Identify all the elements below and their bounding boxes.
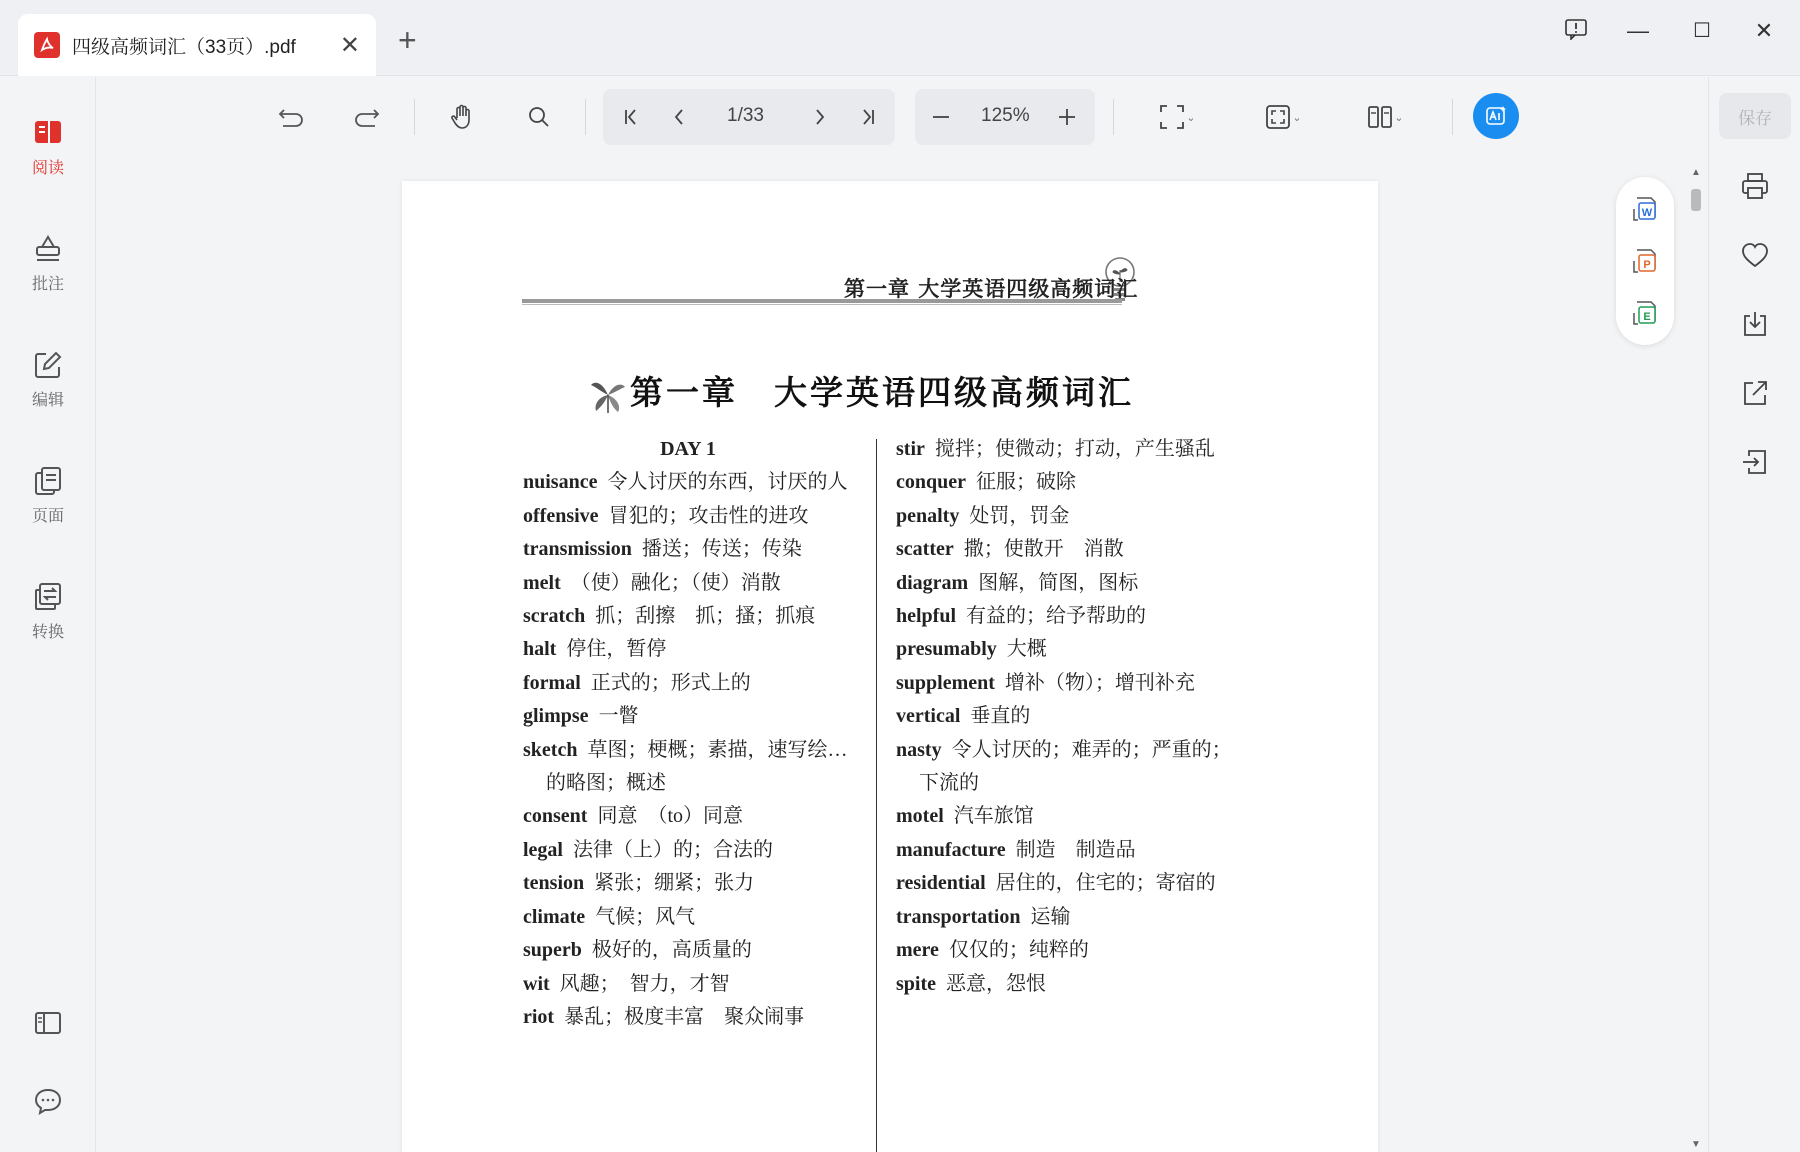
vocab-definition: 紧张；绷紧；张力 — [594, 872, 755, 895]
convert-icon — [32, 581, 64, 613]
vocab-entry — [896, 567, 1236, 600]
next-page-button[interactable] — [802, 99, 838, 135]
vocab-word: glimpse — [523, 705, 589, 728]
conversion-float-panel — [1616, 177, 1674, 345]
sidebar-item-label: 编辑 — [31, 392, 64, 409]
close-window-button[interactable]: ✕ — [1754, 18, 1774, 43]
vocab-word: superb — [523, 939, 582, 962]
day-heading: DAY 1 — [660, 438, 716, 460]
vocab-word: formal — [523, 671, 581, 694]
favorite-icon[interactable] — [1739, 239, 1771, 271]
sidebar-item-label: 批注 — [31, 276, 64, 293]
last-page-icon — [858, 107, 878, 127]
toolbar-separator — [1113, 99, 1114, 135]
fit-page-icon — [1158, 103, 1186, 131]
redo-button[interactable] — [349, 99, 385, 135]
vocab-entry — [523, 734, 853, 801]
save-button[interactable]: 保存 — [1719, 93, 1791, 139]
plus-icon — [1056, 106, 1078, 128]
vocab-entry — [896, 734, 1236, 801]
export-icon[interactable] — [1739, 446, 1771, 478]
vocab-definition: 居住的，住宅的；寄宿的 — [995, 872, 1216, 895]
vocab-word: diagram — [896, 571, 969, 594]
vocab-word: nasty — [896, 738, 942, 761]
right-sidebar — [1708, 77, 1800, 1152]
scroll-thumb[interactable] — [1691, 189, 1701, 211]
vocab-entry — [896, 500, 1236, 533]
hand-tool-button[interactable] — [445, 99, 481, 135]
undo-button[interactable] — [273, 99, 309, 135]
vocab-definition: 风趣； 智力，才智 — [559, 972, 730, 995]
vocab-definition: 图解，简图，图标 — [978, 571, 1139, 594]
leaf-icon — [588, 375, 628, 415]
vocab-definition: 搅拌；使微动；打动，产生骚乱 — [934, 438, 1215, 460]
vocab-definition: 冒犯的；攻击性的进攻 — [608, 504, 809, 527]
column-divider — [876, 439, 877, 1152]
scroll-up-arrow[interactable]: ▲ — [1691, 167, 1701, 178]
pages-icon — [32, 465, 64, 497]
new-tab-button[interactable]: + — [398, 22, 417, 58]
convert-word-icon[interactable] — [1631, 195, 1659, 223]
vocab-entry — [523, 1001, 853, 1034]
vocab-word: riot — [523, 1005, 555, 1028]
vocab-definition: 大概 — [1006, 638, 1047, 661]
vocab-word: supplement — [896, 671, 995, 694]
vocab-definition: 垂直的 — [970, 705, 1031, 728]
vocab-definition: 增补（物）；增刊补充 — [1004, 671, 1195, 694]
vocab-definition: 同意 （to）同意 — [597, 805, 744, 828]
vocab-word: stir — [896, 438, 925, 460]
vocab-entry — [523, 968, 853, 1001]
vocab-word: tension — [523, 872, 585, 895]
svg-text:E: E — [1643, 311, 1651, 323]
page-navigation-group — [603, 89, 895, 145]
vocab-entry — [523, 700, 853, 733]
zoom-group — [915, 89, 1095, 145]
vocab-entry — [896, 934, 1236, 967]
vocab-definition: 有益的；给予帮助的 — [966, 605, 1147, 628]
maximize-button[interactable]: ☐ — [1693, 20, 1711, 42]
vocab-definition: 一瞥 — [598, 705, 639, 728]
vocab-entry — [523, 834, 853, 867]
svg-text:P: P — [1643, 259, 1651, 271]
toolbar-separator — [414, 99, 415, 135]
vocab-entry — [896, 600, 1236, 633]
undo-icon — [277, 107, 305, 127]
vocab-definition: 暴乱；极度丰富 聚众闹事 — [564, 1005, 805, 1028]
read-icon — [32, 117, 64, 149]
vocab-word: residential — [896, 872, 986, 895]
share-icon[interactable] — [1739, 377, 1771, 409]
redo-icon — [353, 107, 381, 127]
vocab-definition: （使）融化；（使）消散 — [570, 571, 781, 594]
vocab-word: sketch — [523, 738, 578, 761]
header-rule — [522, 304, 1122, 305]
search-button[interactable] — [521, 99, 557, 135]
vocab-word: penalty — [896, 504, 960, 527]
first-page-icon — [621, 107, 641, 127]
vocab-word: climate — [523, 905, 586, 928]
vocab-entry — [523, 800, 853, 833]
vocab-definition: 处罚，罚金 — [969, 504, 1070, 527]
first-page-button[interactable] — [613, 99, 649, 135]
fullscreen-button[interactable] — [1251, 99, 1315, 135]
vocab-entry — [523, 533, 853, 566]
fullscreen-icon — [1264, 103, 1292, 131]
pdf-page — [402, 181, 1378, 1152]
vocab-definition: 法律（上）的；合法的 — [573, 838, 773, 861]
minimize-button[interactable]: — — [1627, 18, 1649, 43]
vocab-word: consent — [523, 805, 588, 828]
toolbar-separator — [1452, 99, 1453, 135]
vocab-definition: 抓；刮擦 抓；搔；抓痕 — [595, 605, 816, 628]
sidebar-item-edit[interactable] — [0, 349, 96, 410]
search-icon — [527, 105, 551, 129]
vocab-entry — [896, 968, 1236, 1001]
left-sidebar — [0, 77, 96, 1152]
vocab-entry — [523, 466, 853, 499]
vocab-word: transportation — [896, 905, 1021, 928]
hand-icon — [449, 103, 477, 131]
annotate-icon — [32, 233, 64, 265]
sidebar-panel-toggle[interactable] — [0, 1007, 96, 1039]
vocab-entry — [523, 500, 853, 533]
sidebar-item-label: 阅读 — [31, 160, 64, 177]
vocab-entry — [896, 800, 1236, 833]
vocab-word: melt — [523, 571, 561, 594]
toolbar — [97, 77, 1707, 157]
vocab-word: mere — [896, 939, 939, 962]
chevron-right-icon — [810, 107, 830, 127]
zoom-level[interactable]: 125% — [981, 105, 1030, 126]
vocab-word: spite — [896, 972, 936, 995]
feedback-icon[interactable] — [1556, 18, 1596, 46]
pdf-file-icon — [34, 32, 60, 58]
vocab-definition: 令人讨厌的；难弄的；严重的；下流的 — [919, 738, 1232, 795]
vocab-column-right — [896, 433, 1236, 1001]
sidebar-item-convert[interactable] — [0, 581, 96, 642]
vocab-entry — [523, 667, 853, 700]
sidebar-item-label: 转换 — [31, 624, 64, 641]
ai-assistant-button[interactable] — [1473, 93, 1519, 139]
chapter-title — [588, 367, 1134, 415]
page-layout-button[interactable] — [1353, 99, 1417, 135]
fit-width-button[interactable] — [1145, 99, 1209, 135]
sidebar-item-label: 页面 — [31, 508, 64, 525]
ai-icon — [1484, 104, 1508, 128]
vocab-entry — [896, 633, 1236, 666]
vocab-definition: 撒；使散开 消散 — [963, 538, 1124, 561]
vocab-definition: 令人讨厌的东西，讨厌的人 — [607, 471, 848, 494]
vocab-entry — [523, 867, 853, 900]
vocab-column-left — [523, 433, 853, 1034]
chapter-title-text: 第一章 大学英语四级高频词汇 — [630, 373, 1134, 412]
chevron-down-icon: ⌄ — [1394, 111, 1404, 124]
two-page-icon — [1366, 103, 1394, 131]
sidebar-item-annotate[interactable] — [0, 233, 96, 294]
vocab-entry — [896, 466, 1236, 499]
vocab-entry — [523, 567, 853, 600]
vocab-definition: 汽车旅馆 — [953, 805, 1034, 828]
vocab-word: vertical — [896, 705, 961, 728]
vocab-entry — [896, 700, 1236, 733]
vocab-word: scratch — [523, 605, 586, 628]
comment-icon — [32, 1085, 64, 1117]
vocab-definition: 恶意，怨恨 — [946, 972, 1046, 995]
vocab-definition: 仅仅的；纯粹的 — [948, 939, 1089, 962]
comment-button[interactable] — [0, 1085, 96, 1117]
vocab-entry — [896, 533, 1236, 566]
vocab-entry — [896, 901, 1236, 934]
page-indicator[interactable]: 1/33 — [727, 105, 764, 126]
vocab-definition: 征服；破除 — [976, 471, 1076, 494]
title-bar — [0, 0, 1800, 76]
convert-excel-icon[interactable] — [1631, 299, 1659, 327]
edit-icon — [32, 349, 64, 381]
print-icon[interactable] — [1739, 170, 1771, 202]
vocab-entry — [523, 901, 853, 934]
vocab-word: motel — [896, 805, 944, 828]
vocab-definition: 气候；风气 — [595, 905, 696, 928]
scroll-down-arrow[interactable]: ▼ — [1691, 1139, 1701, 1150]
toolbar-separator — [585, 99, 586, 135]
last-page-button[interactable] — [850, 99, 886, 135]
minus-icon — [930, 106, 952, 128]
download-icon[interactable] — [1739, 308, 1771, 340]
zoom-in-button[interactable] — [1049, 99, 1085, 135]
vocab-word: nuisance — [523, 471, 598, 494]
close-tab-icon[interactable]: ✕ — [339, 31, 360, 59]
vocab-word: transmission — [523, 538, 632, 561]
sidebar-item-read[interactable] — [0, 117, 96, 178]
zoom-out-button[interactable] — [923, 99, 959, 135]
vocab-definition: 停住，暂停 — [566, 638, 667, 661]
vocab-word: manufacture — [896, 838, 1006, 861]
svg-text:W: W — [1641, 207, 1653, 219]
vocab-entry — [896, 867, 1236, 900]
sidebar-panel-icon — [32, 1007, 64, 1039]
vocab-entry — [896, 667, 1236, 700]
vocab-word: conquer — [896, 471, 966, 494]
vocab-word: halt — [523, 638, 557, 661]
vocab-word: legal — [523, 838, 563, 861]
vocab-entry — [523, 600, 853, 633]
chevron-down-icon: ⌄ — [1186, 111, 1196, 124]
vocab-word: helpful — [896, 605, 957, 628]
sidebar-item-pages[interactable] — [0, 465, 96, 526]
previous-page-button[interactable] — [661, 99, 697, 135]
vocab-word: scatter — [896, 538, 954, 561]
vocab-definition: 正式的；形式上的 — [590, 671, 751, 694]
running-header: 第一章 大学英语四级高频词汇 — [844, 277, 1139, 301]
document-viewport[interactable] — [97, 157, 1707, 1152]
chevron-left-icon — [669, 107, 689, 127]
vocab-definition: 草图；梗概；素描，速写绘…的略图；概述 — [546, 738, 848, 795]
vocab-entry — [896, 433, 1236, 466]
document-tab[interactable] — [18, 14, 376, 76]
vertical-scrollbar[interactable] — [1687, 167, 1707, 1152]
convert-ppt-icon[interactable] — [1631, 247, 1659, 275]
vocab-definition: 极好的，高质量的 — [591, 939, 752, 962]
vocab-word: presumably — [896, 638, 997, 661]
tab-title: 四级高频词汇（33页）.pdf — [72, 36, 296, 58]
vocab-word: offensive — [523, 504, 599, 527]
vocab-definition: 制造 制造品 — [1015, 838, 1136, 861]
vocab-entry — [523, 633, 853, 666]
vocab-word: wit — [523, 972, 550, 995]
vocab-definition: 运输 — [1030, 905, 1071, 928]
chevron-down-icon: ⌄ — [1292, 111, 1302, 124]
vocab-entry — [523, 934, 853, 967]
vocab-entry — [896, 834, 1236, 867]
vocab-definition: 播送；传送；传染 — [641, 538, 802, 561]
